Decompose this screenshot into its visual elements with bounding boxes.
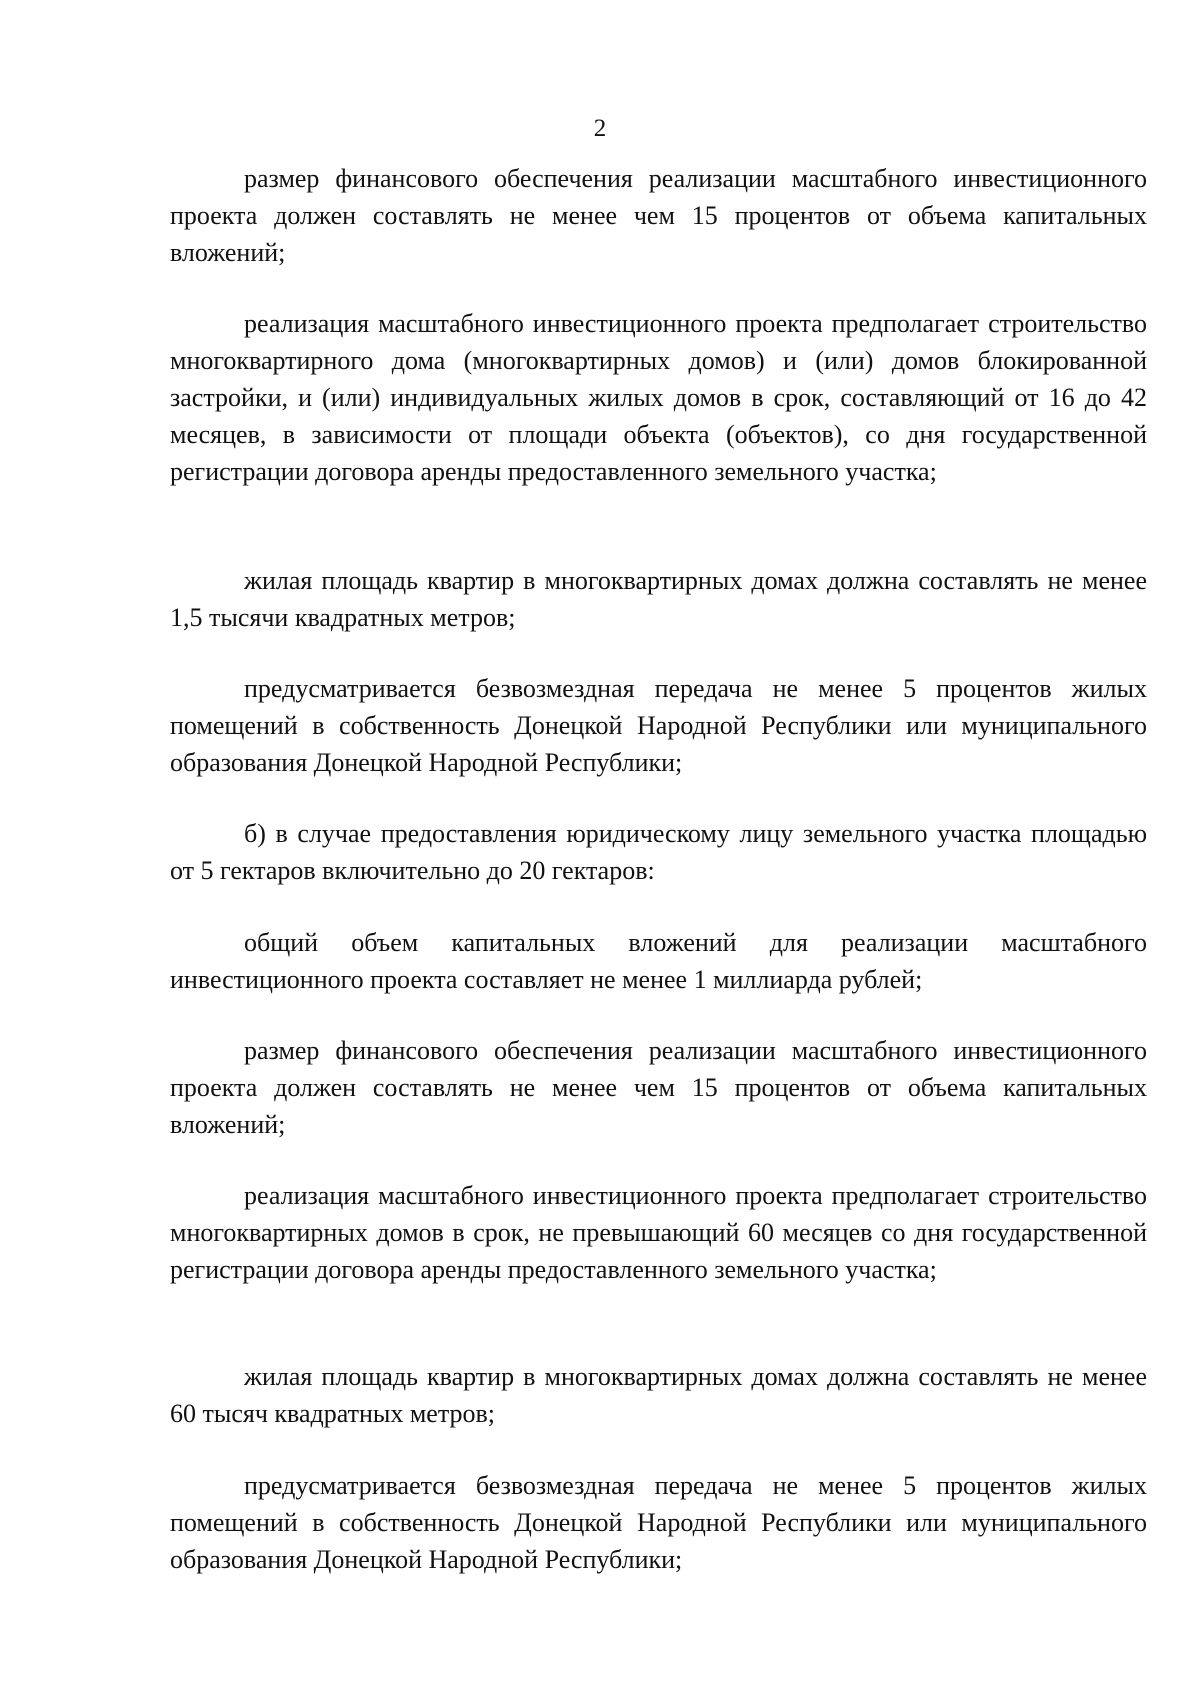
page-number: 2 <box>593 115 607 142</box>
paragraph-living-area-2: жилая площадь квартир в многоквартирных домах должна составлять не менее 60 тысяч квадратных метров; <box>170 1362 1147 1428</box>
paragraph-free-transfer-1: предусматривается безвозмездная передача не менее 5 процентов жилых помещений в собственность Донецкой Народной Республики или муниципального образования Донецкой Народной Республики; <box>170 674 1147 777</box>
paragraph-construction-term-1: реализация масштабного инвестиционного проекта предполагает строительство многоквартирного дома (многоквартирных домов) и (или) домов блокированной застройки, и (или) индивидуальных жилых домов в срок, составляющий от 16 до 42 месяцев, в зависимости от площади объекта (объектов), со дня государственной регистрации договора аренды предоставленного земельного участка; <box>170 309 1147 486</box>
paragraph-clause-b: б) в случае предоставления юридическому лицу земельного участка площадью от 5 гектаров включительно до 20 гектаров: <box>170 819 1147 885</box>
paragraph-construction-term-2: реализация масштабного инвестиционного проекта предполагает строительство многоквартирных домов в срок, не превышающий 60 месяцев со дня государственной регистрации договора аренды предоставленного земельного участка; <box>170 1181 1147 1284</box>
paragraph-capital-investment: общий объем капитальных вложений для реализации масштабного инвестиционного проекта составляет не менее 1 миллиарда рублей; <box>170 928 1147 994</box>
paragraph-free-transfer-2: предусматривается безвозмездная передача не менее 5 процентов жилых помещений в собственность Донецкой Народной Республики или муниципального образования Донецкой Народной Республики; <box>170 1471 1147 1574</box>
paragraph-living-area-1: жилая площадь квартир в многоквартирных домах должна составлять не менее 1,5 тысячи квадратных метров; <box>170 566 1147 632</box>
paragraph-financial-security-1: размер финансового обеспечения реализации масштабного инвестиционного проекта должен составлять не менее чем 15 процентов от объема капитальных вложений; <box>170 164 1147 267</box>
paragraph-financial-security-2: размер финансового обеспечения реализации масштабного инвестиционного проекта должен составлять не менее чем 15 процентов от объема капитальных вложений; <box>170 1036 1147 1139</box>
